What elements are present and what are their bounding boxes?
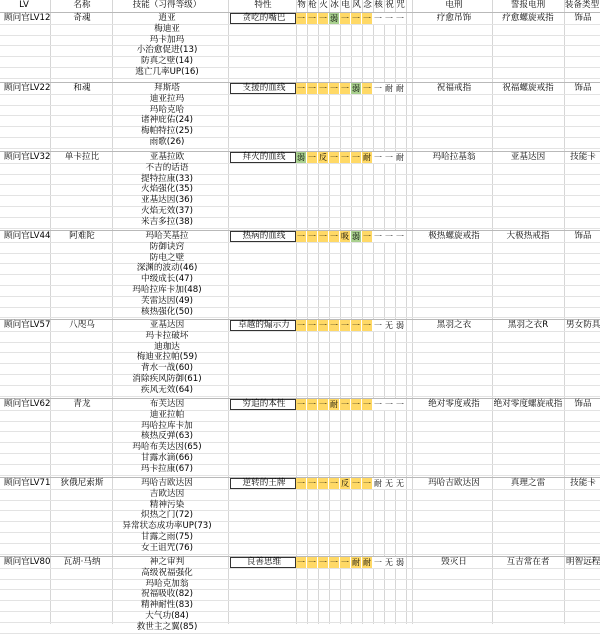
element-cell: 一 (341, 14, 349, 23)
element-cell: 一 (308, 321, 316, 330)
element-cell: 一 (396, 14, 404, 23)
element-cell: 一 (319, 84, 327, 93)
skill-cell: 消除疾风防御(61) (132, 374, 202, 384)
element-cell: 弱 (297, 153, 305, 162)
name-cell: 奇魂 (73, 13, 91, 23)
element-cell: 一 (352, 14, 360, 23)
equip2-cell: 祝福螺旋戒指 (502, 83, 554, 93)
skill-cell: 深渊的波动(46) (136, 263, 198, 274)
skill-cell: 精神污染 (149, 499, 185, 510)
element-cell: 一 (363, 14, 371, 23)
header-el-8: 祝 (385, 0, 394, 10)
trait-cell: 支援的血线 (242, 83, 286, 93)
element-cell: 一 (352, 153, 360, 162)
type-cell: 饰品 (574, 399, 592, 409)
skill-cell: 米吉多拉(38) (140, 216, 194, 227)
skill-cell: 迪亚拉玛 (149, 93, 185, 104)
header-el-7: 核 (374, 0, 383, 10)
type-cell: 技能卡 (570, 152, 596, 162)
element-cell: 一 (308, 153, 316, 162)
row-gridline (0, 296, 600, 297)
skill-cell: 逍亚 (158, 13, 176, 23)
row-gridline (0, 453, 600, 454)
skill-cell: 火焰无效(37) (140, 206, 194, 216)
trait-cell: 卓越的煽示力 (238, 320, 290, 330)
element-cell: 一 (341, 321, 349, 330)
equip2-cell: 黑羽之衣R (507, 320, 549, 330)
level-cell: 顾问官LV80 (4, 557, 51, 567)
equip2-cell: 亚基达因 (510, 152, 546, 162)
skill-cell: 布芙达因 (149, 399, 185, 409)
header-type: 装备类型 (564, 0, 600, 10)
name-cell: 单卡拉比 (64, 152, 100, 162)
row-gridline (0, 285, 600, 286)
skill-cell: 迪珈达 (154, 341, 180, 352)
row-gridline (0, 396, 600, 397)
row-gridline (0, 184, 600, 185)
level-cell: 顾问官LV44 (4, 231, 51, 241)
row-gridline (0, 274, 600, 275)
equip-cell: 毁灭日 (441, 557, 467, 567)
header-el-3: 冰 (330, 0, 339, 10)
skill-cell: 梅迪亚拉帕(59) (136, 352, 198, 363)
skill-cell: 核热反弹(63) (140, 431, 194, 442)
element-cell: 一 (330, 84, 338, 93)
header-skill: 技能（习得等级） (132, 0, 202, 10)
name-cell: 狄俄尼索斯 (60, 478, 104, 488)
row-gridline (0, 421, 600, 422)
element-cell: 一 (385, 14, 393, 23)
equip-cell: 祝福戒指 (436, 83, 472, 93)
equip2-cell: 疗愈螺旋戒指 (502, 13, 554, 23)
element-cell: 一 (297, 479, 305, 488)
element-cell: 一 (363, 400, 371, 409)
type-cell: 饰品 (574, 13, 592, 23)
equip2-cell: 绝对零度螺旋戒指 (493, 399, 563, 409)
type-cell: 饰品 (574, 231, 592, 241)
skill-cell: 玛卡拉康(67) (140, 463, 194, 474)
row-gridline (0, 500, 600, 501)
element-cell: 一 (363, 84, 371, 93)
skill-cell: 诸神庇佑(24) (140, 115, 194, 126)
skill-cell: 玛哈克哈 (149, 104, 185, 115)
row-gridline (0, 363, 600, 364)
element-cell: 一 (308, 14, 316, 23)
name-cell: 八咫乌 (69, 320, 95, 330)
trait-cell: 拜火的血线 (242, 152, 286, 162)
row-gridline (0, 579, 600, 580)
row-gridline (0, 217, 600, 218)
element-cell: 无 (385, 558, 393, 567)
trait-cell: 穷追的本性 (242, 399, 286, 409)
row-gridline (0, 352, 600, 353)
element-cell: 无 (385, 321, 393, 330)
element-cell: 一 (363, 232, 371, 241)
element-cell: 一 (297, 232, 305, 241)
skill-cell: 背水一战(60) (140, 363, 194, 374)
level-cell: 顾问官LV22 (4, 83, 51, 93)
skill-cell: 火焰强化(35) (140, 184, 194, 195)
level-cell: 顾问官LV57 (4, 320, 51, 330)
element-cell: 一 (319, 14, 327, 23)
element-cell: 一 (308, 558, 316, 567)
row-gridline (0, 633, 600, 634)
row-gridline (0, 115, 600, 116)
element-cell: 一 (396, 400, 404, 409)
skill-cell: 拜斯塔 (154, 83, 180, 93)
header-lv: LV (19, 0, 29, 10)
row-gridline (0, 78, 600, 79)
equip-cell: 黑羽之衣 (436, 320, 472, 330)
element-cell: 弱 (396, 321, 404, 330)
header-eq: 电刑 (445, 0, 463, 10)
trait-cell: 贪吃的嘴巴 (242, 13, 286, 23)
equip-cell: 极热螺旋戒指 (428, 231, 480, 241)
element-cell: 一 (297, 84, 305, 93)
element-cell: 一 (374, 232, 382, 241)
equip2-cell: 互吉常在者 (506, 557, 550, 567)
name-cell: 阿难陀 (69, 231, 95, 241)
row-gridline (0, 532, 600, 533)
element-cell: 一 (308, 232, 316, 241)
row-gridline (0, 554, 600, 555)
skill-cell: 防真之壁(14) (140, 56, 194, 67)
element-cell: 一 (330, 321, 338, 330)
skill-cell: 小治愈促进(13) (136, 45, 198, 56)
skill-cell: 神之审判 (149, 557, 185, 567)
element-cell: 耐 (396, 153, 404, 162)
row-gridline (0, 56, 600, 57)
row-gridline (0, 464, 600, 465)
row-gridline (0, 431, 600, 432)
trait-cell: 热病的血线 (242, 231, 286, 241)
element-cell: 耐 (374, 479, 382, 488)
header-eq2: 誓报电刑 (510, 0, 546, 10)
skill-cell: 甘露水滴(66) (140, 453, 194, 463)
element-cell: 一 (374, 153, 382, 162)
level-cell: 顾问官LV12 (4, 13, 51, 23)
skill-cell: 亚基达因 (149, 320, 185, 330)
element-cell: 弱 (330, 14, 338, 23)
type-cell: 技能卡 (570, 478, 596, 488)
header-el-4: 电 (341, 0, 350, 10)
row-gridline (0, 174, 600, 175)
skill-cell: 高级祝福强化 (141, 567, 193, 578)
equip-cell: 玛哈拉基翁 (432, 152, 476, 162)
element-cell: 一 (385, 153, 393, 162)
skill-cell: 甘露之雨(75) (140, 532, 194, 542)
row-gridline (0, 611, 600, 612)
element-cell: 耐 (363, 153, 371, 162)
element-cell: 一 (374, 321, 382, 330)
element-cell: 一 (341, 153, 349, 162)
element-cell: 一 (330, 153, 338, 162)
header-name: 名称 (73, 0, 91, 10)
row-gridline (0, 374, 600, 375)
row-gridline (0, 442, 600, 443)
element-cell: 一 (352, 479, 360, 488)
element-cell: 一 (319, 479, 327, 488)
header-trait: 特性 (254, 0, 272, 10)
element-cell: 一 (319, 400, 327, 409)
element-cell: 反 (319, 153, 327, 162)
element-cell: 一 (330, 479, 338, 488)
element-cell: 弱 (352, 84, 360, 93)
trait-cell: 良善思维 (246, 557, 282, 567)
skill-cell: 防电之壁 (149, 252, 185, 263)
level-cell: 顾问官LV62 (4, 399, 51, 409)
row-gridline (0, 622, 600, 623)
skill-cell: 雨歌(26) (149, 137, 185, 147)
level-cell: 顾问官LV32 (4, 152, 51, 162)
element-cell: 一 (341, 84, 349, 93)
skill-cell: 吉欧达因 (149, 488, 185, 499)
header-row (0, 0, 600, 11)
element-cell: 一 (363, 321, 371, 330)
row-gridline (0, 307, 600, 308)
element-cell: 一 (352, 321, 360, 330)
skill-cell: 芙雷达因(49) (140, 295, 194, 306)
row-gridline (0, 195, 600, 196)
element-cell: 弱 (352, 232, 360, 241)
element-cell: 一 (330, 558, 338, 567)
equip2-cell: 真理之雷 (510, 478, 546, 488)
skill-cell: 玛哈克加翁 (145, 578, 189, 589)
element-cell: 一 (374, 558, 382, 567)
element-cell: 一 (385, 232, 393, 241)
row-gridline (0, 475, 600, 476)
element-cell: 一 (341, 558, 349, 567)
element-cell: 一 (374, 14, 382, 23)
skill-cell: 炽热之门(72) (140, 510, 194, 521)
skill-cell: 不吉的话语 (145, 162, 189, 173)
element-cell: 无 (396, 479, 404, 488)
skill-cell: 祝福吸收(82) (140, 589, 194, 600)
equip-cell: 疗愈吊饰 (436, 13, 472, 23)
element-cell: 一 (319, 321, 327, 330)
trait-cell: 逆转的王牌 (242, 478, 286, 488)
element-cell: 无 (385, 479, 393, 488)
row-gridline (0, 137, 600, 138)
type-cell: 饰品 (574, 83, 592, 93)
skill-cell: 迪亚拉帕 (149, 409, 185, 420)
skill-cell: 玛哈拉库卡加 (141, 420, 193, 431)
skill-cell: 玛哈拉库卡加(48) (132, 285, 202, 295)
row-gridline (0, 253, 600, 254)
element-cell: 一 (341, 400, 349, 409)
element-cell: 一 (297, 14, 305, 23)
skill-cell: 异常状态成功率UP(73) (122, 521, 212, 532)
skill-cell: 玛哈吉欧达因 (141, 478, 193, 488)
element-cell: 一 (319, 232, 327, 241)
element-cell: 耐 (385, 84, 393, 93)
header-el-5: 风 (352, 0, 361, 10)
skill-cell: 玛哈布芙达因(65) (132, 442, 202, 453)
equip-cell: 绝对零度戒指 (428, 399, 480, 409)
element-cell: 一 (363, 479, 371, 488)
element-cell: 一 (374, 84, 382, 93)
element-cell: 一 (297, 400, 305, 409)
element-cell: 一 (297, 321, 305, 330)
element-cell: 耐 (396, 84, 404, 93)
name-cell: 和魂 (73, 83, 91, 93)
row-gridline (0, 67, 600, 68)
type-cell: 明智远程 (566, 557, 600, 567)
header-el-9: 咒 (396, 0, 405, 10)
name-cell: 瓦胡·马纳 (63, 557, 101, 567)
skill-cell: 梅迪亚 (154, 23, 180, 34)
element-cell: 一 (308, 84, 316, 93)
header-el-0: 物 (297, 0, 306, 10)
element-cell: 一 (308, 400, 316, 409)
skill-cell: 逃亡几率UP(16) (135, 67, 199, 77)
name-cell: 青龙 (73, 399, 91, 409)
type-cell: 男女防具 (566, 320, 600, 330)
skill-cell: 玛卡拉破坏 (145, 330, 189, 341)
row-gridline (0, 105, 600, 106)
row-gridline (0, 589, 600, 590)
element-cell: 一 (385, 400, 393, 409)
element-cell: 一 (374, 400, 382, 409)
skill-cell: 中级成长(47) (140, 274, 194, 285)
element-cell: 弱 (396, 558, 404, 567)
row-gridline (0, 510, 600, 511)
skill-cell: 核热强化(50) (140, 306, 194, 317)
skill-cell: 救世主之翼(85) (136, 621, 198, 632)
skill-cell: 提特拉康(33) (140, 173, 194, 184)
element-cell: 耐 (330, 400, 338, 409)
skill-cell: 梅帕特拉(25) (140, 126, 194, 137)
row-gridline (0, 45, 600, 46)
skill-cell: 玛哈芙基拉 (145, 231, 189, 241)
header-el-2: 火 (319, 0, 328, 10)
row-gridline (0, 35, 600, 36)
skill-cell: 精神耐性(83) (140, 600, 194, 611)
row-gridline (0, 521, 600, 522)
header-el-1: 枪 (308, 0, 317, 10)
row-gridline (0, 228, 600, 229)
element-cell: 耐 (352, 558, 360, 567)
skill-cell: 疾风无效(64) (140, 384, 194, 395)
row-gridline (0, 600, 600, 601)
row-gridline (0, 385, 600, 386)
equip-cell: 玛哈吉欧达因 (428, 478, 480, 488)
skill-cell: 亚基拉欧 (149, 152, 185, 162)
element-cell: 一 (330, 232, 338, 241)
row-gridline (0, 126, 600, 127)
skill-cell: 大气功(84) (145, 611, 189, 621)
row-gridline (0, 206, 600, 207)
element-cell: 一 (308, 479, 316, 488)
element-cell: 耐 (363, 558, 371, 567)
skill-cell: 防御诀窍 (149, 241, 185, 252)
row-gridline (0, 342, 600, 343)
element-cell: 反 (341, 479, 349, 488)
element-cell: 一 (352, 400, 360, 409)
element-cell: 一 (297, 558, 305, 567)
element-cell: 吸 (341, 232, 349, 241)
equip2-cell: 大极热戒指 (506, 231, 550, 241)
row-gridline (0, 148, 600, 149)
skill-cell: 女王诅咒(76) (140, 542, 194, 553)
row-gridline (0, 263, 600, 264)
element-cell: 一 (396, 232, 404, 241)
row-gridline (0, 543, 600, 544)
skill-cell: 亚基达因(36) (140, 195, 194, 206)
header-el-6: 念 (363, 0, 372, 10)
element-cell: 一 (319, 558, 327, 567)
level-cell: 顾问官LV71 (4, 478, 51, 488)
skill-cell: 玛卡加玛 (149, 34, 185, 45)
